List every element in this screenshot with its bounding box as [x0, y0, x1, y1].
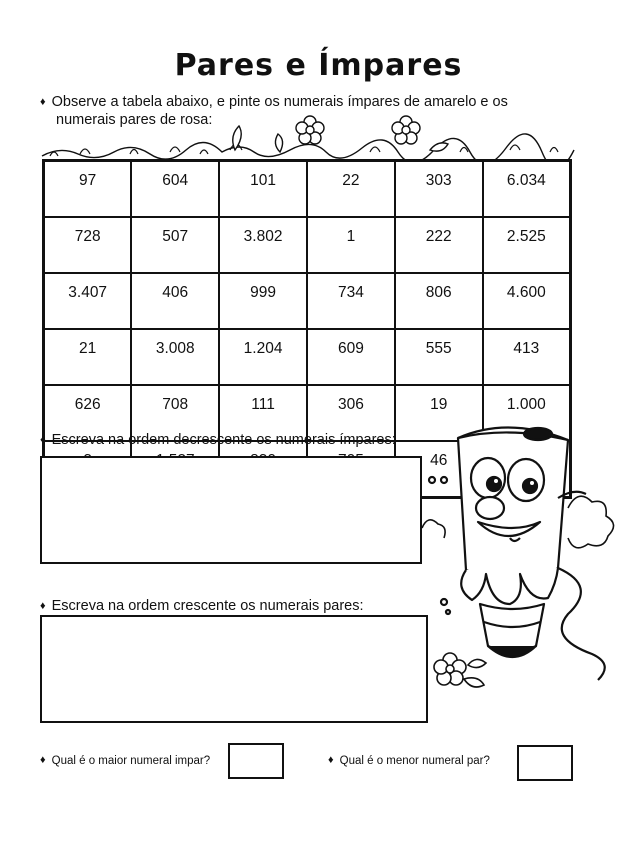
- table-row: [44, 329, 571, 385]
- smallest-even-answer-box[interactable]: [517, 745, 573, 781]
- table-row: [44, 273, 571, 329]
- table-cell[interactable]: 19: [395, 385, 483, 441]
- flowers-illustration: [428, 645, 498, 695]
- table-cell[interactable]: 4.600: [483, 273, 571, 329]
- page-title: Pares e Ímpares: [174, 48, 463, 83]
- table-cell[interactable]: 2.525: [483, 217, 571, 273]
- table-cell[interactable]: 555: [395, 329, 483, 385]
- question-largest-odd-text: Qual é o maior numeral impar?: [51, 755, 211, 767]
- table-cell[interactable]: 1: [307, 217, 395, 273]
- bullet-icon: ♦: [328, 754, 334, 766]
- table-cell[interactable]: 3.802: [219, 217, 307, 273]
- table-cell[interactable]: 609: [307, 329, 395, 385]
- table-cell[interactable]: 3.407: [44, 273, 132, 329]
- table-cell[interactable]: 1.204: [219, 329, 307, 385]
- table-cell[interactable]: 111: [219, 385, 307, 441]
- question-largest-odd: [40, 755, 210, 767]
- instruction-ascending-text: Escreva na ordem crescente os numerais pares:: [51, 598, 364, 614]
- largest-odd-answer-box[interactable]: [228, 743, 284, 779]
- table-cell[interactable]: 708: [131, 385, 219, 441]
- table-cell[interactable]: 806: [395, 273, 483, 329]
- table-row: [44, 217, 571, 273]
- table-cell[interactable]: 6.034: [483, 161, 571, 218]
- table-cell[interactable]: 22: [307, 161, 395, 218]
- instruction-line-1: Observe a tabela abaixo, e pinte os numerais ímpares de amarelo e os: [51, 94, 508, 110]
- instruction-descending-text: Escreva na ordem decrescente os numerais ímpares:: [51, 432, 396, 448]
- table-cell[interactable]: 46: [395, 441, 483, 498]
- question-smallest-even-text: Qual é o menor numeral par?: [339, 755, 490, 767]
- table-cell[interactable]: 222: [395, 217, 483, 273]
- table-cell[interactable]: 21: [44, 329, 132, 385]
- table-cell[interactable]: 1.000: [483, 385, 571, 441]
- table-row: [44, 161, 571, 218]
- table-cell[interactable]: 507: [131, 217, 219, 273]
- instruction-descending: [40, 432, 396, 450]
- bullet-icon: ♦: [40, 754, 46, 766]
- instruction-line-2: numerais pares de rosa:: [56, 112, 213, 128]
- table-cell[interactable]: 3.008: [131, 329, 219, 385]
- descending-answer-box[interactable]: [40, 456, 422, 564]
- ascending-answer-box[interactable]: [40, 615, 428, 723]
- question-smallest-even: [328, 755, 490, 767]
- bullet-icon: ♦: [40, 96, 46, 108]
- bullet-icon: ♦: [40, 600, 46, 612]
- table-cell[interactable]: 306: [307, 385, 395, 441]
- instruction-ascending: [40, 598, 364, 616]
- table-cell[interactable]: 626: [44, 385, 132, 441]
- flower-garland-decoration: [40, 112, 576, 162]
- table-cell[interactable]: 604: [131, 161, 219, 218]
- table-cell[interactable]: 406: [131, 273, 219, 329]
- table-cell[interactable]: 413: [483, 329, 571, 385]
- bullet-icon: ♦: [40, 434, 46, 446]
- table-cell[interactable]: 999: [219, 273, 307, 329]
- table-cell[interactable]: 303: [395, 161, 483, 218]
- table-cell[interactable]: 728: [44, 217, 132, 273]
- table-cell[interactable]: 734: [307, 273, 395, 329]
- table-cell[interactable]: 101: [219, 161, 307, 218]
- table-cell[interactable]: 97: [44, 161, 132, 218]
